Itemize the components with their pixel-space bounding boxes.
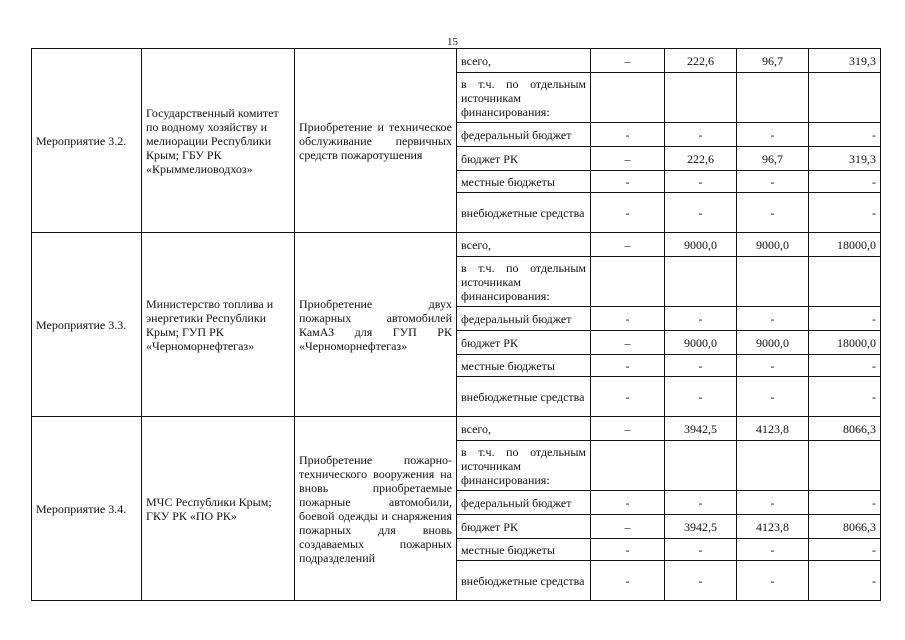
amount-cell: - <box>809 355 881 377</box>
measure-description: Приобретение двух пожарных автомобилей КамАЗ для ГУП РК «Черноморнефтегаз» <box>295 233 457 417</box>
funding-source: бюджет РК <box>457 515 591 539</box>
amount-cell: 8066,3 <box>809 417 881 441</box>
amount-cell: – <box>591 331 665 355</box>
funding-source: федеральный бюджет <box>457 307 591 331</box>
amount-cell: – <box>591 147 665 171</box>
funding-source: федеральный бюджет <box>457 491 591 515</box>
amount-cell: - <box>809 491 881 515</box>
amount-cell: 4123,8 <box>737 515 809 539</box>
amount-cell <box>591 441 665 491</box>
measure-description: Приобретение пожарно-технического вооружения на вновь приобретаемые пожарные автомобили, боевой одежды и снаряжения пожарных для вновь создаваемых пожарных подразделений <box>295 417 457 601</box>
funding-source: внебюджетные средства <box>457 377 591 417</box>
amount-cell: - <box>591 355 665 377</box>
amount-cell: - <box>665 377 737 417</box>
amount-cell: – <box>591 417 665 441</box>
amount-cell: 3942,5 <box>665 515 737 539</box>
amount-cell: - <box>665 123 737 147</box>
funding-source: местные бюджеты <box>457 355 591 377</box>
measure-executor: Министерство топлива и энергетики Республики Крым; ГУП РК «Черноморнефтегаз» <box>142 233 295 417</box>
amount-cell: - <box>591 171 665 193</box>
funding-source: внебюджетные средства <box>457 193 591 233</box>
amount-cell <box>591 257 665 307</box>
amount-cell <box>665 73 737 123</box>
amount-cell: 18000,0 <box>809 233 881 257</box>
funding-source: местные бюджеты <box>457 171 591 193</box>
funding-source: всего, <box>457 233 591 257</box>
amount-cell: 18000,0 <box>809 331 881 355</box>
amount-cell: 3942,5 <box>665 417 737 441</box>
amount-cell: - <box>737 491 809 515</box>
amount-cell: - <box>809 561 881 601</box>
amount-cell: - <box>809 539 881 561</box>
table-row <box>32 233 881 257</box>
amount-cell: - <box>665 171 737 193</box>
amount-cell <box>809 257 881 307</box>
amount-cell <box>665 257 737 307</box>
amount-cell: 222,6 <box>665 49 737 73</box>
amount-cell: 9000,0 <box>665 233 737 257</box>
funding-table <box>31 48 881 601</box>
amount-cell: – <box>591 49 665 73</box>
amount-cell <box>737 257 809 307</box>
amount-cell: - <box>737 193 809 233</box>
amount-cell: - <box>737 355 809 377</box>
funding-source: в т.ч. по отдельным источникам финансирования: <box>457 441 591 491</box>
amount-cell <box>591 73 665 123</box>
amount-cell: - <box>737 123 809 147</box>
amount-cell: - <box>737 561 809 601</box>
funding-source: в т.ч. по отдельным источникам финансирования: <box>457 73 591 123</box>
amount-cell: - <box>591 491 665 515</box>
funding-source: внебюджетные средства <box>457 561 591 601</box>
amount-cell: 222,6 <box>665 147 737 171</box>
amount-cell: - <box>665 193 737 233</box>
amount-cell: - <box>591 561 665 601</box>
amount-cell: - <box>809 307 881 331</box>
measure-executor: Государственный комитет по водному хозяйству и мелиорации Республики Крым; ГБУ РК «Крыммелиоводхоз» <box>142 49 295 233</box>
measure-name: Мероприятие 3.3. <box>32 233 142 417</box>
amount-cell: 4123,8 <box>737 417 809 441</box>
amount-cell: - <box>665 307 737 331</box>
amount-cell: - <box>591 123 665 147</box>
amount-cell <box>737 441 809 491</box>
table-row <box>32 49 881 73</box>
amount-cell: - <box>809 193 881 233</box>
amount-cell <box>737 73 809 123</box>
amount-cell: 319,3 <box>809 147 881 171</box>
amount-cell: - <box>737 377 809 417</box>
amount-cell: - <box>809 171 881 193</box>
amount-cell: 96,7 <box>737 49 809 73</box>
amount-cell: - <box>665 491 737 515</box>
amount-cell: 96,7 <box>737 147 809 171</box>
funding-source: бюджет РК <box>457 147 591 171</box>
amount-cell <box>809 441 881 491</box>
funding-source: в т.ч. по отдельным источникам финансирования: <box>457 257 591 307</box>
measure-executor: МЧС Республики Крым; ГКУ РК «ПО РК» <box>142 417 295 601</box>
table-row <box>32 417 881 441</box>
measure-name: Мероприятие 3.2. <box>32 49 142 233</box>
amount-cell: - <box>591 307 665 331</box>
amount-cell: 8066,3 <box>809 515 881 539</box>
measure-description: Приобретение и техническое обслуживание первичных средств пожаротушения <box>295 49 457 233</box>
funding-source: всего, <box>457 417 591 441</box>
amount-cell: - <box>665 355 737 377</box>
funding-source: федеральный бюджет <box>457 123 591 147</box>
page-number: 15 <box>447 36 458 48</box>
amount-cell: - <box>665 561 737 601</box>
amount-cell: - <box>737 539 809 561</box>
amount-cell: – <box>591 233 665 257</box>
funding-source: местные бюджеты <box>457 539 591 561</box>
amount-cell: 9000,0 <box>665 331 737 355</box>
amount-cell: – <box>591 515 665 539</box>
amount-cell: 9000,0 <box>737 331 809 355</box>
funding-source: всего, <box>457 49 591 73</box>
amount-cell <box>665 441 737 491</box>
amount-cell <box>809 73 881 123</box>
amount-cell: - <box>591 193 665 233</box>
amount-cell: - <box>737 307 809 331</box>
amount-cell: 9000,0 <box>737 233 809 257</box>
amount-cell: 319,3 <box>809 49 881 73</box>
amount-cell: - <box>591 539 665 561</box>
measure-name: Мероприятие 3.4. <box>32 417 142 601</box>
amount-cell: - <box>737 171 809 193</box>
amount-cell: - <box>665 539 737 561</box>
funding-source: бюджет РК <box>457 331 591 355</box>
amount-cell: - <box>591 377 665 417</box>
amount-cell: - <box>809 123 881 147</box>
amount-cell: - <box>809 377 881 417</box>
